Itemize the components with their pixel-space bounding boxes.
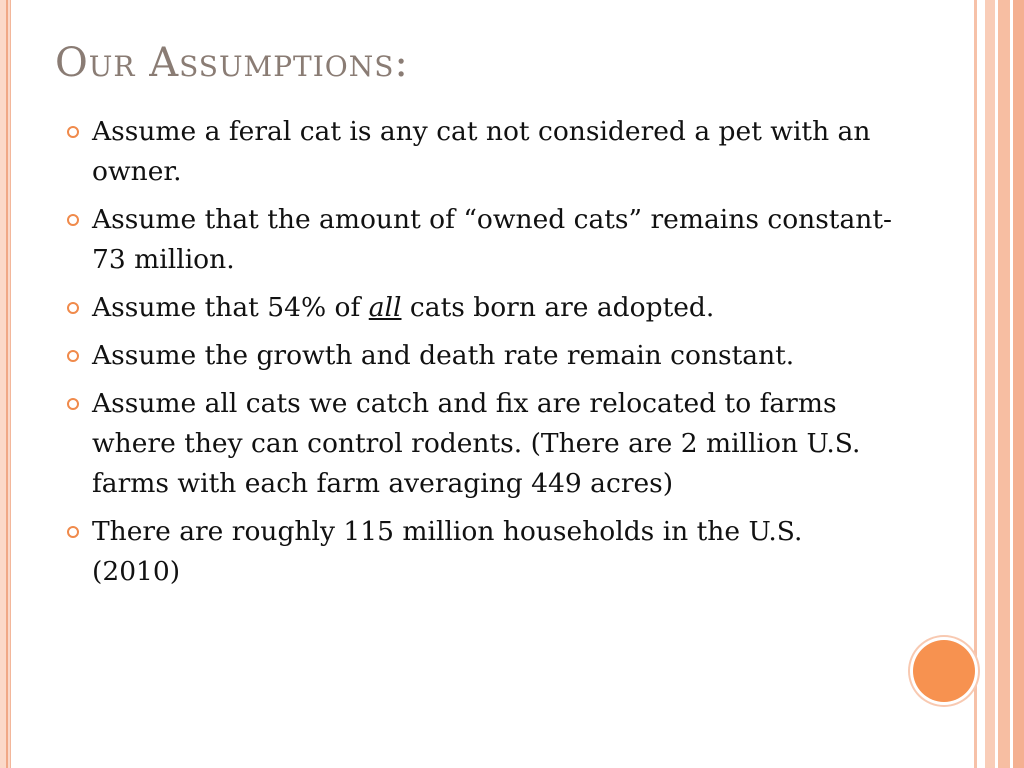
stripe xyxy=(998,0,1010,768)
orange-ring-icon xyxy=(67,350,79,362)
bullet-text: Assume a feral cat is any cat not considered a pet with an owner. xyxy=(92,116,871,187)
stripe xyxy=(985,0,995,768)
bullet-item xyxy=(62,512,892,592)
orange-ring-icon xyxy=(67,526,79,538)
bullet-list xyxy=(62,112,892,600)
bullet-text-after: cats born are adopted. xyxy=(401,292,715,323)
orange-ring-icon xyxy=(67,398,79,410)
bullet-item xyxy=(62,112,892,192)
left-border-decoration xyxy=(0,0,11,768)
orange-ring-icon xyxy=(67,214,79,226)
stripe xyxy=(977,0,985,768)
accent-circle-decoration xyxy=(913,640,975,702)
bullet-text-emphasis: all xyxy=(368,292,402,323)
stripe xyxy=(1013,0,1024,768)
bullet-text: Assume the growth and death rate remain constant. xyxy=(92,340,795,371)
slide-title: Our Assumptions: xyxy=(55,40,409,86)
bullet-text: There are roughly 115 million households in the U.S. (2010) xyxy=(92,516,803,587)
orange-ring-icon xyxy=(67,302,79,314)
bullet-item xyxy=(62,336,892,376)
bullet-text: Assume that the amount of “owned cats” remains constant- 73 million. xyxy=(92,204,892,275)
left-border-line xyxy=(6,0,8,768)
orange-ring-icon xyxy=(67,126,79,138)
bullet-item xyxy=(62,288,892,328)
bullet-item xyxy=(62,200,892,280)
bullet-text: Assume all cats we catch and fix are relocated to farms where they can control rodents. (There are 2 million U.S. farms with each farm averaging 449 acres) xyxy=(92,388,861,499)
bullet-item xyxy=(62,384,892,504)
bullet-text-before: Assume that 54% of xyxy=(92,292,369,323)
right-stripe-decoration xyxy=(974,0,1024,768)
